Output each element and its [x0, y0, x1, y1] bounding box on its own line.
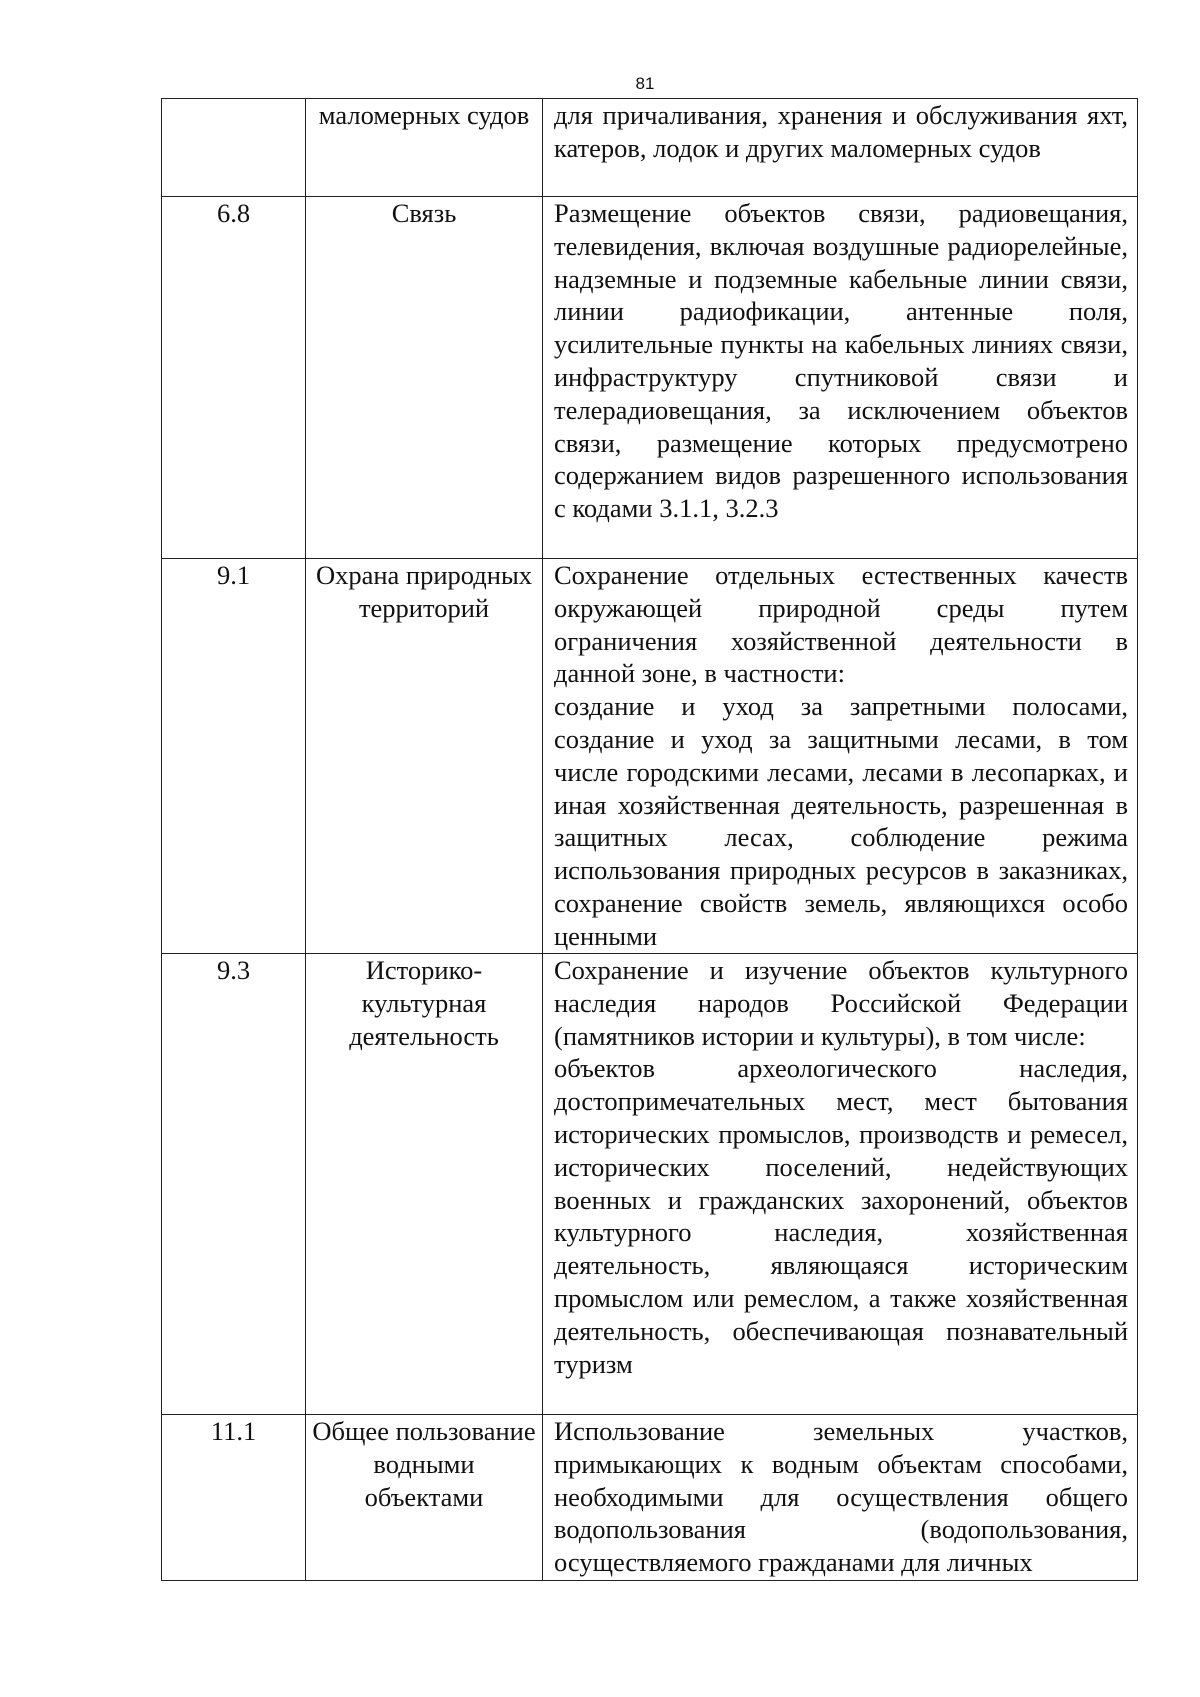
name-text: Связь	[391, 198, 457, 228]
description-cell	[543, 99, 1138, 197]
code-cell: 11.1	[162, 1415, 306, 1581]
table-row	[162, 197, 1138, 559]
code-cell: 9.3	[162, 954, 306, 1415]
code-cell	[162, 99, 306, 197]
description-cell	[543, 197, 1138, 559]
name-cell	[306, 954, 543, 1415]
description-cell	[543, 1415, 1138, 1581]
description-cell	[543, 954, 1138, 1415]
name-text: Общее пользование водными объектами	[312, 1416, 536, 1512]
table-row	[162, 1415, 1138, 1581]
page-number: 81	[635, 74, 655, 93]
name-cell	[306, 99, 543, 197]
description-paragraph: Сохранение отдельных естественных качеств окружающей природной среды путем ограничения хозяйственной деятельности в данной зоне, в частности:	[554, 560, 1128, 689]
description-paragraph: Использование земельных участков, примыкающих к водным объектам способами, необходимыми для осуществления общего водопользования (водопользования, осуществляемого гражданами для личных	[554, 1416, 1128, 1578]
name-text: маломерных судов	[318, 100, 530, 130]
name-cell	[306, 559, 543, 954]
name-text: Историко-культурная деятельность	[349, 955, 499, 1051]
description-cell	[543, 559, 1138, 954]
name-cell	[306, 197, 543, 559]
description-paragraph: создание и уход за запретными полосами, создание и уход за защитными лесами, в том числе городскими лесами, лесами в лесопарках, и иная хозяйственная деятельность, разрешенная в защитных лесах, соблюдение режима использования природных ресурсов в заказниках, сохранение свойств земель, являющихся особо ценными	[554, 691, 1128, 951]
description-paragraph: Сохранение и изучение объектов культурного наследия народов Российской Федерации (памятников истории и культуры), в том числе:	[554, 955, 1128, 1051]
table-row	[162, 954, 1138, 1415]
description-paragraph: объектов археологического наследия, достопримечательных мест, мест бытования исторических промыслов, производств и ремесел, исторических поселений, недействующих военных и гражданских захоронений, объектов культурного наследия, хозяйственная деятельность, являющаяся историческим промыслом или ремеслом, а также хозяйственная деятельность, обеспечивающая познавательный туризм	[554, 1053, 1128, 1379]
name-text: Охрана природных территорий	[315, 560, 533, 623]
code-cell: 9.1	[162, 559, 306, 954]
description-paragraph: для причаливания, хранения и обслуживания яхт, катеров, лодок и других маломерных судов	[554, 100, 1128, 163]
code-cell: 6.8	[162, 197, 306, 559]
table-row	[162, 559, 1138, 954]
table-row	[162, 99, 1138, 197]
land-use-table	[161, 98, 1138, 1581]
description-paragraph: Размещение объектов связи, радиовещания, телевидения, включая воздушные радиорелейные, надземные и подземные кабельные линии связи, линии радиофикации, антенные поля, усилительные пункты на кабельных линиях связи, инфраструктуру спутниковой связи и телерадиовещания, за исключением объектов связи, размещение которых предусмотрено содержанием видов разрешенного использования с кодами 3.1.1, 3.2.3	[554, 198, 1128, 524]
name-cell	[306, 1415, 543, 1581]
